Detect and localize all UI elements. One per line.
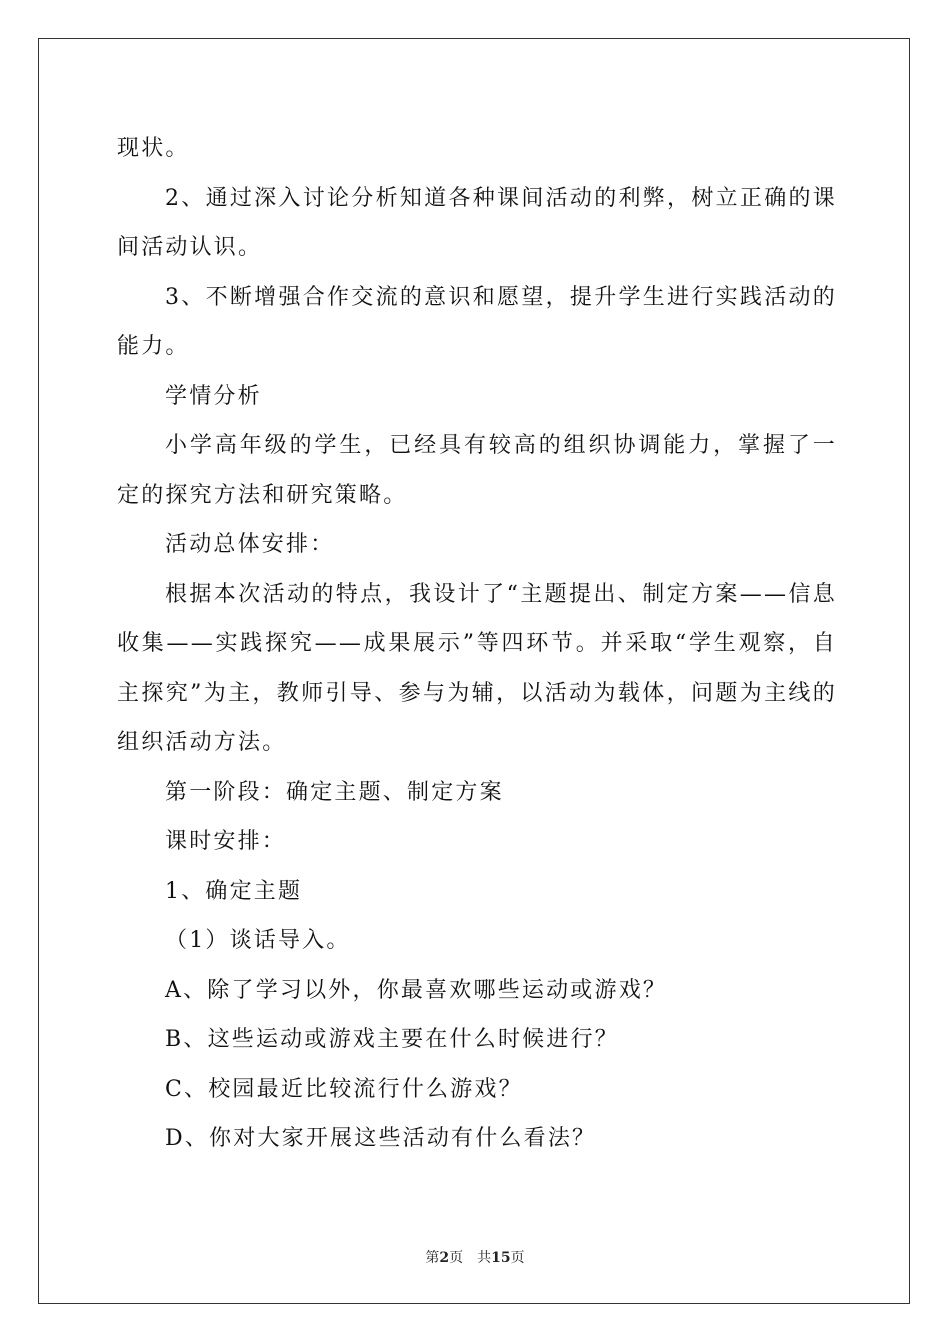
paragraph: 课时安排： xyxy=(165,829,287,854)
section-heading: 学情分析 xyxy=(165,383,262,409)
question-item: B、这些运动或游戏主要在什么时候进行？ xyxy=(165,1027,619,1052)
document-body xyxy=(117,124,837,1164)
footer-prefix: 第 xyxy=(425,1250,440,1266)
paragraph: 3、不断增强合作交流的意识和愿望，提升学生进行实践活动的能力。 xyxy=(117,284,837,359)
section-heading: 第一阶段：确定主题、制定方案 xyxy=(165,779,504,805)
question-item: D、你对大家开展这些活动有什么看法？ xyxy=(165,1126,597,1151)
list-item: （1）谈话导入。 xyxy=(165,928,351,953)
question-item: A、除了学习以外，你最喜欢哪些运动或游戏？ xyxy=(165,977,668,1003)
question-item: C、校园最近比较流行什么游戏？ xyxy=(165,1076,523,1102)
section-heading: 活动总体安排： xyxy=(165,532,335,557)
list-item: 1、确定主题 xyxy=(165,878,303,904)
paragraph: 现状。 xyxy=(117,136,190,161)
page-footer xyxy=(0,1247,950,1267)
paragraph: 小学高年级的学生，已经具有较高的组织协调能力，掌握了一定的探究方法和研究策略。 xyxy=(117,433,837,508)
paragraph: 根据本次活动的特点，我设计了“主题提出、制定方案——信息收集——实践探究——成果展示”等四环节。并采取“学生观察，自主探究”为主，教师引导、参与为辅，以活动为载体，问题为主线的组织活动方法。 xyxy=(117,581,837,755)
current-page-number: 2 xyxy=(439,1250,450,1266)
paragraph: 2、通过深入讨论分析知道各种课间活动的利弊，树立正确的课间活动认识。 xyxy=(117,185,837,260)
total-pages-number: 15 xyxy=(491,1250,511,1266)
footer-suffix: 页 xyxy=(510,1250,525,1266)
footer-mid: 页 共 xyxy=(449,1250,492,1266)
